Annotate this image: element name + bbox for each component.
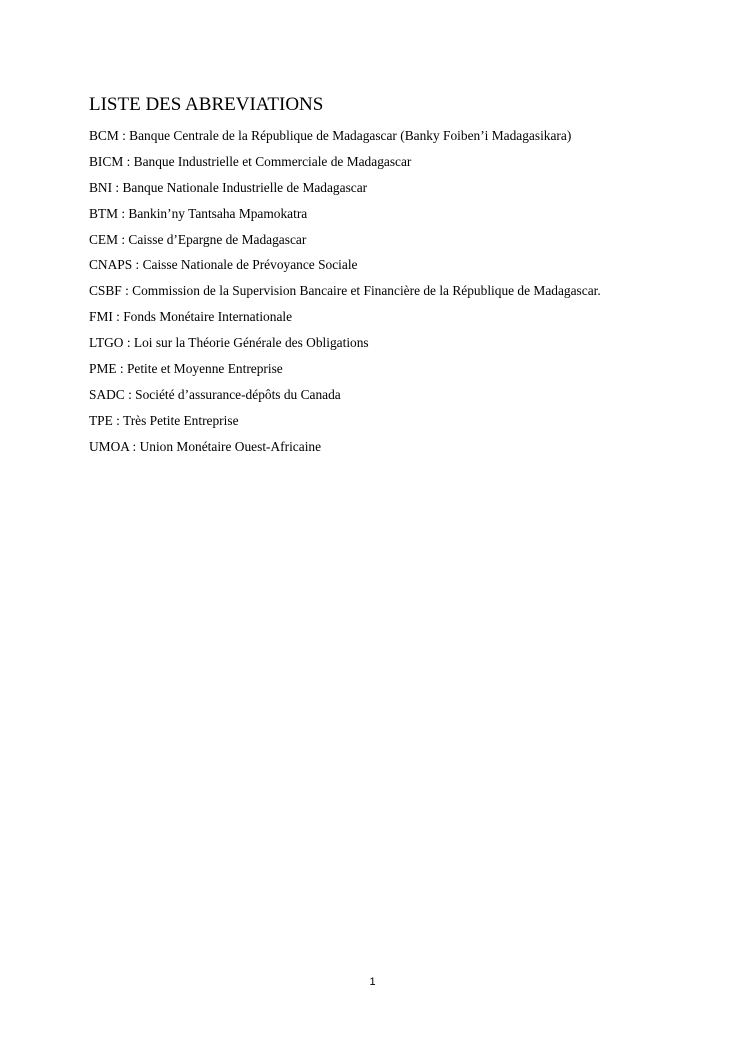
abbreviation-item: TPE : Très Petite Entreprise — [89, 412, 239, 428]
abbreviation-item: BNI : Banque Nationale Industrielle de Madagascar — [89, 179, 368, 195]
page-title: LISTE DES ABREVIATIONS — [89, 94, 324, 115]
abbreviation-list — [89, 123, 601, 460]
page-number: 1 — [369, 976, 376, 988]
abbreviation-item: BTM : Bankin’ny Tantsaha Mpamokatra — [89, 205, 308, 221]
abbreviation-item: CEM : Caisse d’Epargne de Madagascar — [89, 231, 307, 247]
abbreviation-item: BCM : Banque Centrale de la République de Madagascar (Banky Foiben’i Madagasikara) — [89, 128, 572, 143]
abbreviation-item: SADC : Société d’assurance-dépôts du Canada — [89, 386, 341, 402]
abbreviation-item: BICM : Banque Industrielle et Commerciale de Madagascar — [89, 153, 412, 169]
abbreviation-item: CNAPS : Caisse Nationale de Prévoyance Sociale — [89, 257, 358, 273]
abbreviation-item: FMI : Fonds Monétaire Internationale — [89, 309, 293, 325]
abbreviation-item: UMOA : Union Monétaire Ouest-Africaine — [89, 438, 322, 454]
abbreviation-item: CSBF : Commission de la Supervision Bancaire et Financière de la République de Madagascar. — [89, 283, 601, 299]
abbreviation-item: LTGO : Loi sur la Théorie Générale des Obligations — [89, 335, 369, 351]
abbreviation-item: PME : Petite et Moyenne Entreprise — [89, 361, 283, 377]
